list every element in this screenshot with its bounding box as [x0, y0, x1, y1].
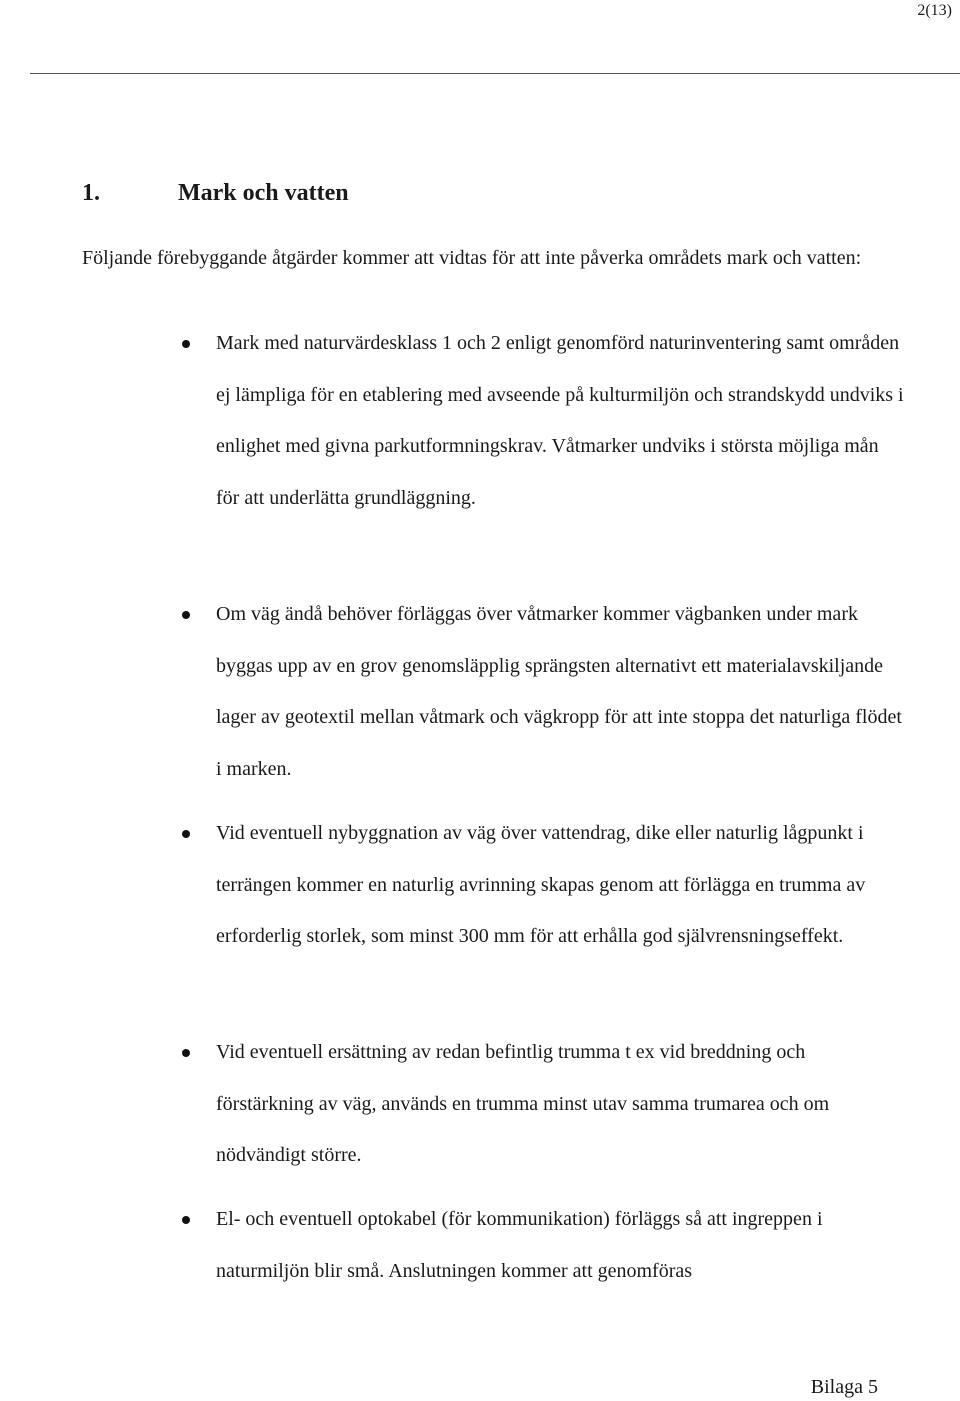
intro-paragraph: Följande förebyggande åtgärder kommer att vidtas för att inte påverka områdets mark och vatten: [82, 247, 862, 269]
bullet-icon [182, 830, 190, 838]
list-item-text: El- och eventuell optokabel (för kommunikation) förläggs så att ingreppen i naturmiljön blir små. Anslutningen kommer att genomföras [216, 1208, 823, 1282]
header-rule [30, 73, 960, 74]
section-heading [82, 178, 349, 208]
list-item-text: Mark med naturvärdesklass 1 och 2 enligt genomförd naturinventering samt områden ej lämpliga för en etablering med avseende på kulturmiljön och strandskydd undviks i enlighet med givna parkutformningskrav. Våtmarker undviks i största möjliga mån för att underlätta grundläggning. [216, 332, 904, 509]
bullet-icon [182, 340, 190, 348]
list-item-text: Vid eventuell nybyggnation av väg över vattendrag, dike eller naturlig lågpunkt i terrängen kommer en naturlig avrinning skapas genom att förlägga en trumma av erforderlig storlek, som minst 300 mm för att erhålla god självrensningseffekt. [216, 822, 866, 947]
list-item-text: Om väg ändå behöver förläggas över våtmarker kommer vägbanken under mark byggas upp av en grov genomsläpplig sprängsten alternativt ett materialavskiljande lager av geotextil mellan våtmark och vägkropp för att inte stoppa det naturliga flödet i marken. [216, 603, 902, 780]
list-item [216, 318, 906, 524]
section-title: Mark och vatten [178, 180, 349, 206]
list-item [216, 1194, 906, 1297]
bullet-icon [182, 1216, 190, 1224]
list-item [216, 1027, 906, 1182]
bullet-icon [182, 1049, 190, 1057]
section-number: 1. [82, 180, 100, 206]
page-number: 2(13) [917, 2, 952, 19]
list-item-text: Vid eventuell ersättning av redan befintlig trumma t ex vid breddning och förstärkning av väg, används en trumma minst utav samma trumarea och om nödvändigt större. [216, 1041, 830, 1166]
list-item [216, 808, 906, 963]
footer-label: Bilaga 5 [810, 1376, 878, 1398]
list-item [216, 589, 906, 795]
bullet-icon [182, 611, 190, 619]
